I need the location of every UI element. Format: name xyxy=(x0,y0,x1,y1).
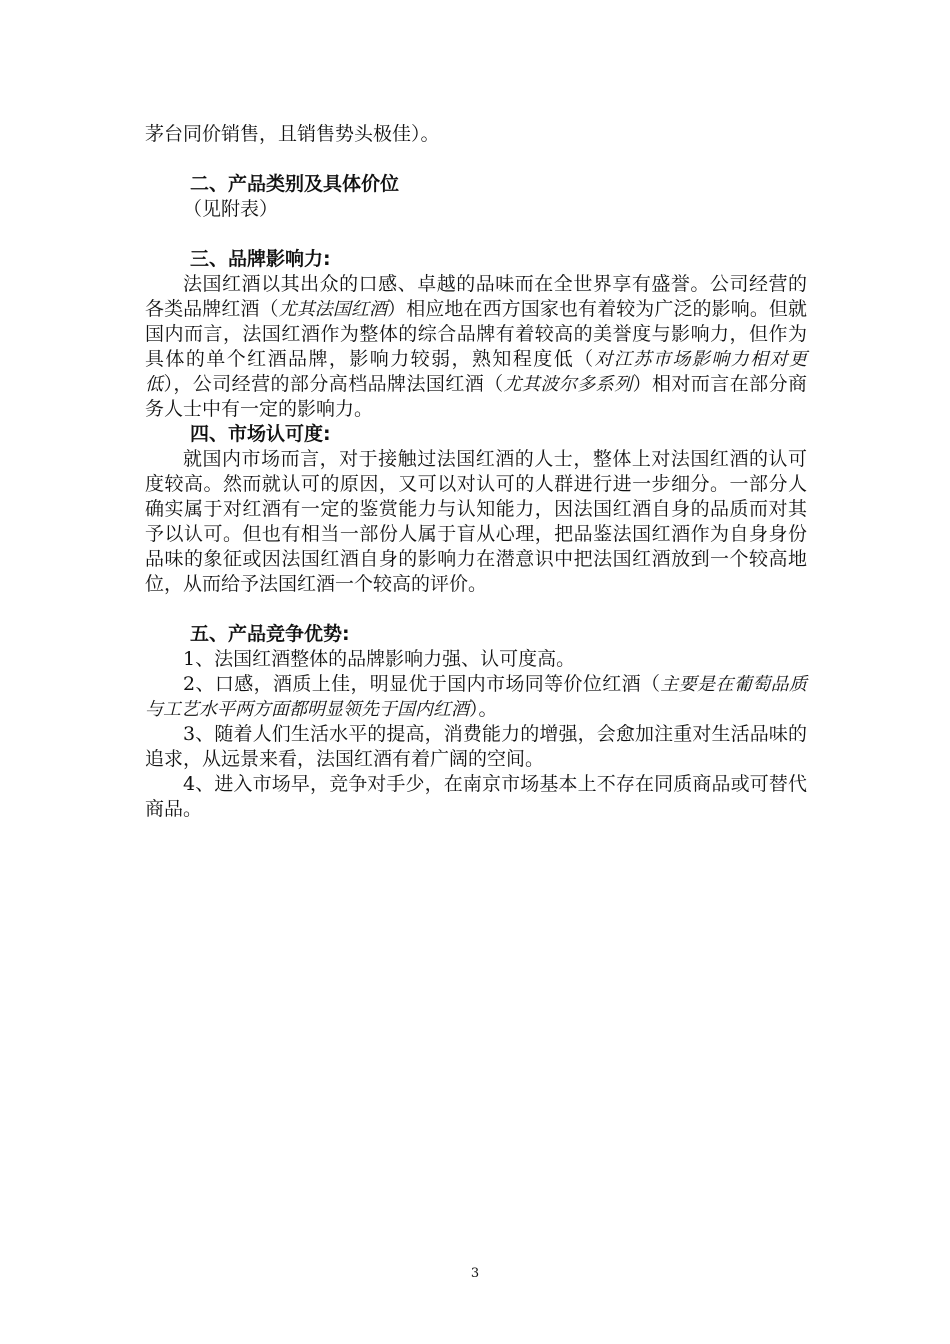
section-2-heading-text: 二、产品类别及具体价位 xyxy=(190,173,400,195)
section-3-emphasis-3: 尤其波尔多系列 xyxy=(503,374,633,395)
section-5-heading-text: 五、产品竞争优势 xyxy=(190,623,343,645)
section-5-heading xyxy=(145,622,807,647)
spacer xyxy=(145,222,807,247)
list-item-4: 4、进入市场早，竞争对手少，在南京市场基本上不存在同质商品或可替代商品。 xyxy=(145,773,807,820)
section-3-paragraph xyxy=(145,272,807,422)
section-4-paragraph: 就国内市场而言，对于接触过法国红酒的人士，整体上对法国红酒的认可度较高。然而就认可的原因，又可以对认可的人群进行进一步细分。一部分人确实属于对红酒有一定的鉴赏能力与认知能力，因法国红酒自身的品质而对其予以认可。但也有相当一部份人属于盲从心理，把品鉴法国红酒作为自身身份品味的象征或因法国红酒自身的影响力在潜意识中把法国红酒放到一个较高地位，从而给予法国红酒一个较高的评价。 xyxy=(145,448,807,595)
list-item-1: 1、法国红酒整体的品牌影响力强、认可度高。 xyxy=(183,648,576,670)
section-3-text-d: ）相对而言在部分商务人士中有一定的影响力。 xyxy=(145,373,807,420)
section-4-heading xyxy=(145,422,807,447)
section-3-heading-punct: : xyxy=(323,248,331,270)
list-item-2 xyxy=(145,672,807,722)
section-2-heading xyxy=(145,172,807,197)
list-item-2-text-a: 2、口感，酒质上佳，明显优于国内市场同等价位红酒（ xyxy=(183,673,661,695)
section-4-heading-text: 四、市场认可度 xyxy=(190,423,324,445)
page-number: 3 xyxy=(470,1266,480,1281)
list-item-2-emphasis: 主要是在葡萄品质与工艺水平两方面都明显领先于国内红酒 xyxy=(145,674,808,720)
document-body xyxy=(145,122,807,822)
lead-paragraph: 茅台同价销售，且销售势头极佳）。 xyxy=(145,123,440,145)
spacer xyxy=(145,147,807,172)
section-3-text-c: ），公司经营的部分高档品牌法国红酒（ xyxy=(163,373,504,395)
spacer xyxy=(145,597,807,622)
section-3-emphasis-1: 尤其法国红酒 xyxy=(278,299,388,320)
list-item-3: 3、随着人们生活水平的提高，消费能力的增强，会愈加注重对生活品味的追求，从远景来看，法国红酒有着广阔的空间。 xyxy=(145,723,807,770)
section-3-text-b: ）相应地在西方国家也有着较为广泛的影响。但就国内而言，法国红酒作为整体的综合品牌有着较高的美誉度与影响力，但作为具体的单个红酒品牌，影响力较弱，熟知程度低（ xyxy=(145,298,807,370)
section-3-heading xyxy=(145,247,807,272)
list-item-2-text-b: ）。 xyxy=(469,698,498,720)
section-3-emphasis-2: 对江苏市场影响力相对更低 xyxy=(145,349,807,395)
section-3-heading-text: 三、品牌影响力 xyxy=(190,248,324,270)
section-2-note: （见附表） xyxy=(183,198,279,220)
section-5-heading-punct: : xyxy=(342,623,350,645)
section-3-text-a: 法国红酒以其出众的口感、卓越的品味而在全世界享有盛誉。公司经营的各类品牌红酒（ xyxy=(145,273,807,320)
section-4-heading-punct: : xyxy=(323,423,331,445)
